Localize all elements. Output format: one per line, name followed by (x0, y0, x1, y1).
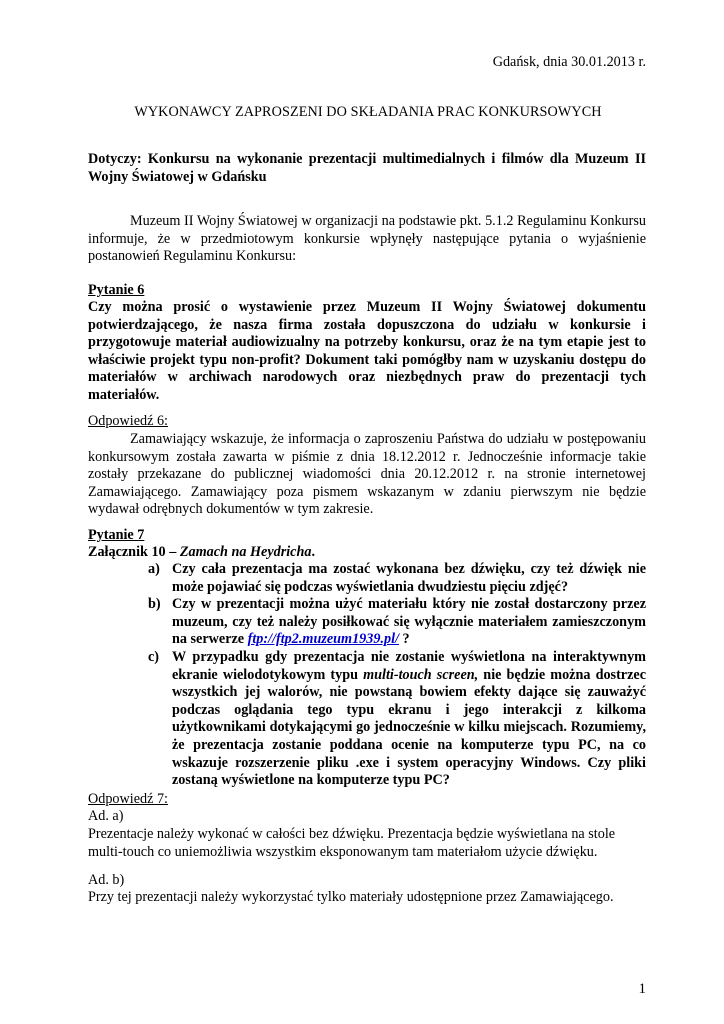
question-6-text: Czy można prosić o wystawienie przez Muzeum II Wojny Światowej dokumentu potwierdzającego, że nasza firma została dopuszczona do udziału w konkursie i przygotowuje materiał audiowizualny na potrzeby konkursu, oraz że na tym etapie jest to właściwie projekt typu non-profit? Dokument taki pomógłby nam w uzyskaniu dostępu do materiałów w archiwach narodowych oraz niezbędnych praw do prezentacji tych materiałów. (88, 299, 646, 403)
list-item-text: W przypadku gdy prezentacja nie zostanie wyświetlona na interaktywnym ekranie wielodotykowym typu (172, 648, 646, 683)
list-item-text-after: nie będzie można dostrzec wszystkich jej walorów, nie powstaną bowiem efekty dające się zauważyć podczas oglądania tego typu ekranu i jego interakcji z kilkoma użytkownikami dotykającymi go jednocześnie w kilku miejscach. Rozumiemy, że prezentacja zostanie poddana ocenie na komputerze typu PC, na co wskazuje rozszerzenie pliku .exe i system operacyjny Windows. Czy pliki zostaną wyświetlone na komputerze typu PC? (172, 666, 646, 789)
answer-6-text: Zamawiający wskazuje, że informacja o zaproszeniu Państwa do udziału w postępowaniu konkursowym została zawarta w piśmie z dnia 18.12.2012 r. Jednocześnie informacje takie zostały przekazane do publicznej wiadomości dnia 20.12.2012 r. na stronie internetowej Zamawiającego. Zamawiający poza pismem wskazanym w zdaniu pierwszym nie będzie wydawał odrębnych dokumentów w tym zakresie. (88, 431, 646, 518)
list-item-a (148, 561, 646, 596)
attachment-title: Zamach na Heydricha (179, 544, 312, 560)
list-mark: c) (148, 648, 160, 665)
list-item-text: Czy cała prezentacja ma zostać wykonana bez dźwięku, czy też dźwięk nie może pojawiać się podczas wyświetlania dwudziestu pięciu zdjęć? (172, 561, 646, 595)
ftp-link[interactable]: ftp://ftp2.muzeum1939.pl/ (247, 631, 399, 648)
intro-paragraph: Muzeum II Wojny Światowej w organizacji na podstawie pkt. 5.1.2 Regulaminu Konkursu informuje, że w przedmiotowym konkursie wpłynęły następujące pytania o wyjaśnienie postanowień Regulaminu Konkursu: (88, 213, 646, 265)
attachment-line (88, 544, 646, 562)
answer-7-heading: Odpowiedź 7: (88, 791, 168, 807)
question-7-heading: Pytanie 7 (88, 527, 145, 543)
attachment-prefix: Załącznik 10 – (88, 544, 180, 560)
list-mark: b) (148, 596, 161, 613)
attachment-suffix: . (311, 544, 316, 560)
list-item-text-after: ? (398, 631, 410, 648)
ad-b-label: Ad. b) (88, 872, 125, 888)
ad-a-text: Prezentacje należy wykonać w całości bez dźwięku. Prezentacja będzie wyświetlana na stole multi-touch co uniemożliwia wszystkim eksponowanym tam materiałom użycie dźwięku. (88, 826, 616, 860)
page-number: 1 (638, 981, 646, 997)
list-mark: a) (148, 561, 160, 577)
list-item-text: Czy w prezentacji można użyć materiału który nie został dostarczony przez muzeum, czy też należy posiłkować się wyłącznie materiałem zamieszczonym na serwerze (172, 596, 646, 648)
subject-line: Dotyczy: Konkursu na wykonanie prezentacji multimedialnych i filmów dla Muzeum II Wojny Światowej w Gdańsku (88, 151, 646, 185)
ad-b-text: Przy tej prezentacji należy wykorzystać tylko materiały udostępnione przez Zamawiającego. (88, 889, 614, 905)
question-6-heading: Pytanie 6 (88, 282, 145, 298)
list-item-c (148, 649, 646, 790)
ad-a-label: Ad. a) (88, 808, 124, 824)
document-title: WYKONAWCY ZAPROSZENI DO SKŁADANIA PRAC KONKURSOWYCH (134, 104, 602, 120)
list-item-italic: multi-touch screen, (363, 666, 479, 683)
answer-6-heading: Odpowiedź 6: (88, 413, 168, 429)
list-item-b (148, 596, 646, 649)
question-7-list (148, 561, 646, 790)
date-line: Gdańsk, dnia 30.01.2013 r. (492, 54, 646, 70)
